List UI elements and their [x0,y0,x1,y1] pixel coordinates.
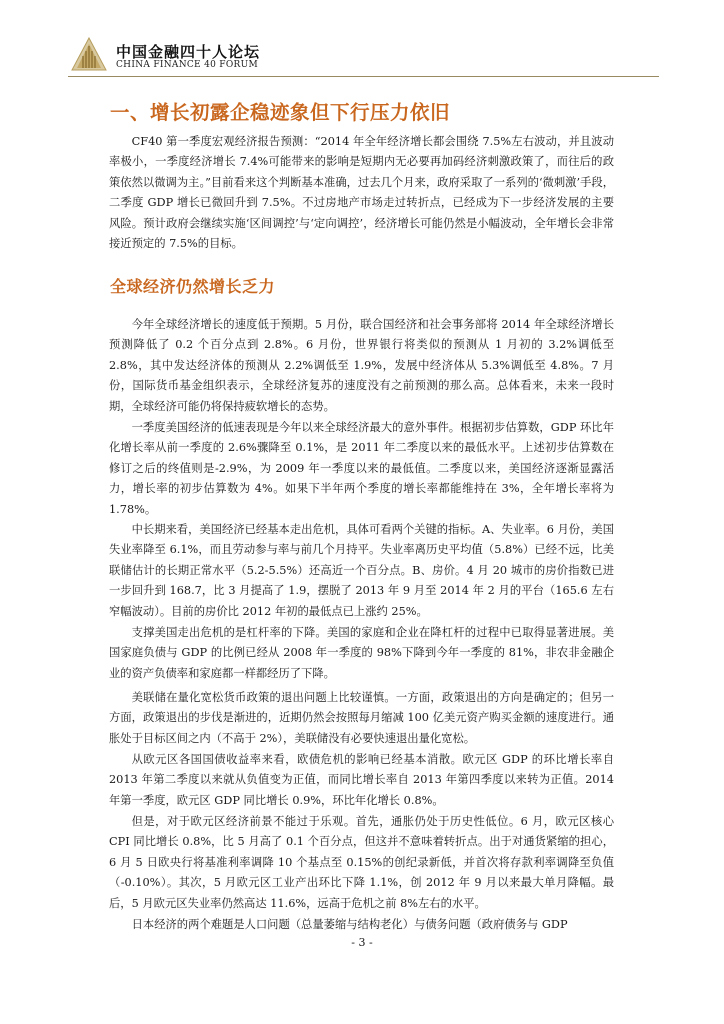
paragraph: 美联储在量化宽松货币政策的退出问题上比较谨慎。一方面，政策退出的方向是确定的；但另一方面，政策退出的步伐是渐进的，近期仍然会按照每月缩减 100 亿美元资产购买金额的速度进行。通胀处于目标区间之内（不高于 2%），美联储没有必要快速退出量化宽松。 [109,691,614,745]
intro-paragraph: CF40 第一季度宏观经济报告预测：“2014 年全年经济增长都会围绕 7.5%左右波动，并且波动率极小，一季度经济增长 7.4%可能带来的影响是短期内无必要再加码经济刺激政策了，而往后的政策依然以微调为主。”目前看来这个判断基本准确，过去几个月来，政府采取了一系列的‘微刺激’手段，二季度 GDP 增长已微回升到 7.5%。不过房地产市场走过转折点，已经成为下一步经济发展的主要风险。预计政府会继续实施‘区间调控’与‘定向调控’，经济增长可能仍然是小幅波动，全年增长会非常接近预定的 7.5%的目标。 [109,135,614,251]
page-header [70,36,660,76]
forum-logo-icon [70,36,108,72]
section-heading: 一、增长初露企稳迹象但下行压力依旧 [110,101,451,124]
paragraph: 从欧元区各国国债收益率来看，欧债危机的影响已经基本消散。欧元区 GDP 的环比增长率自 2013 年第二季度以来就从负值变为正值，而同比增长率自 2013 年第四季度以来转为正值。2014 年第一季度，欧元区 GDP 同比增长 0.9%，环比年化增长 0.8%。 [109,753,614,807]
paragraph: 但是，对于欧元区经济前景不能过于乐观。首先，通胀仍处于历史性低位。6 月，欧元区核心 CPI 同比增长 0.8%，比 5 月高了 0.1 个百分点，但这并不意味着转折点。出于对通货紧缩的担心，6 月 5 日欧央行将基准利率调降 10 个基点至 0.15%的创纪录新低，并首次将存款利率调降至负值（-0.10%）。其次，5 月欧元区工业产出环比下降 1.1%，创 2012 年 9 月以来最大单月降幅。最后，5 月欧元区失业率仍然高达 11.6%，远高于危机之前 8%左右的水平。 [109,815,614,910]
paragraph: 支撑美国走出危机的是杠杆率的下降。美国的家庭和企业在降杠杆的过程中已取得显著进展。美国家庭负债与 GDP 的比例已经从 2008 年一季度的 98%下降到今年一季度的 81%，非农非金融企业的资产负债率和家庭都一样都经历了下降。 [109,626,614,680]
org-name-cn: 中国金融四十人论坛 [116,43,261,61]
paragraph: 日本经济的两个难题是人口问题（总量萎缩与结构老化）与债务问题（政府债务与 GDP [131,918,568,931]
org-name-en: CHINA FINANCE 40 FORUM [116,60,259,70]
page-number: - 3 - [351,936,373,949]
paragraph: 一季度美国经济的低速表现是今年以来全球经济最大的意外事件。根据初步估算数，GDP 环比年化增长率从前一季度的 2.6%骤降至 0.1%，是 2011 年二季度以来的最低水平。上述初步估算数在修订之后的终值则是-2.9%，为 2009 年一季度以来的最低值。二季度以来，美国经济逐渐显露活力，增长率的初步估算数为 4%。如果下半年两个季度的增长率都能维持在 3%，全年增长率将为 1.78%。 [109,421,614,516]
header-divider [68,76,659,77]
subsection-heading: 全球经济仍然增长乏力 [110,277,276,296]
paragraph: 中长期来看，美国经济已经基本走出危机，具体可看两个关键的指标。A、失业率。6 月份，美国失业率降至 6.1%，而且劳动参与率与前几个月持平。失业率离历史平均值（5.8%）已经不远，比美联储估计的长期正常水平（5.2-5.5%）还高近一个百分点。B、房价。4 月 20 城市的房价指数已进一步回升到 168.7，比 3 月提高了 1.9，摆脱了 2013 年 9 月至 2014 年 2 月的平台（165.6 左右窄幅波动）。目前的房价比 2012 年初的最低点已上涨约 25%。 [109,523,614,618]
paragraph: 今年全球经济增长的速度低于预期。5 月份，联合国经济和社会事务部将 2014 年全球经济增长预测降低了 0.2 个百分点到 2.8%。6 月份，世界银行将类似的预测从 1 月初的 3.2%调低至 2.8%，其中发达经济体的预测从 2.2%调低至 1.9%，发展中经济体从 5.3%调低至 4.8%。7 月份，国际货币基金组织表示，全球经济复苏的速度没有之前预测的那么高。总体看来，未来一段时期，全球经济可能仍将保持疲软增长的态势。 [109,318,614,413]
